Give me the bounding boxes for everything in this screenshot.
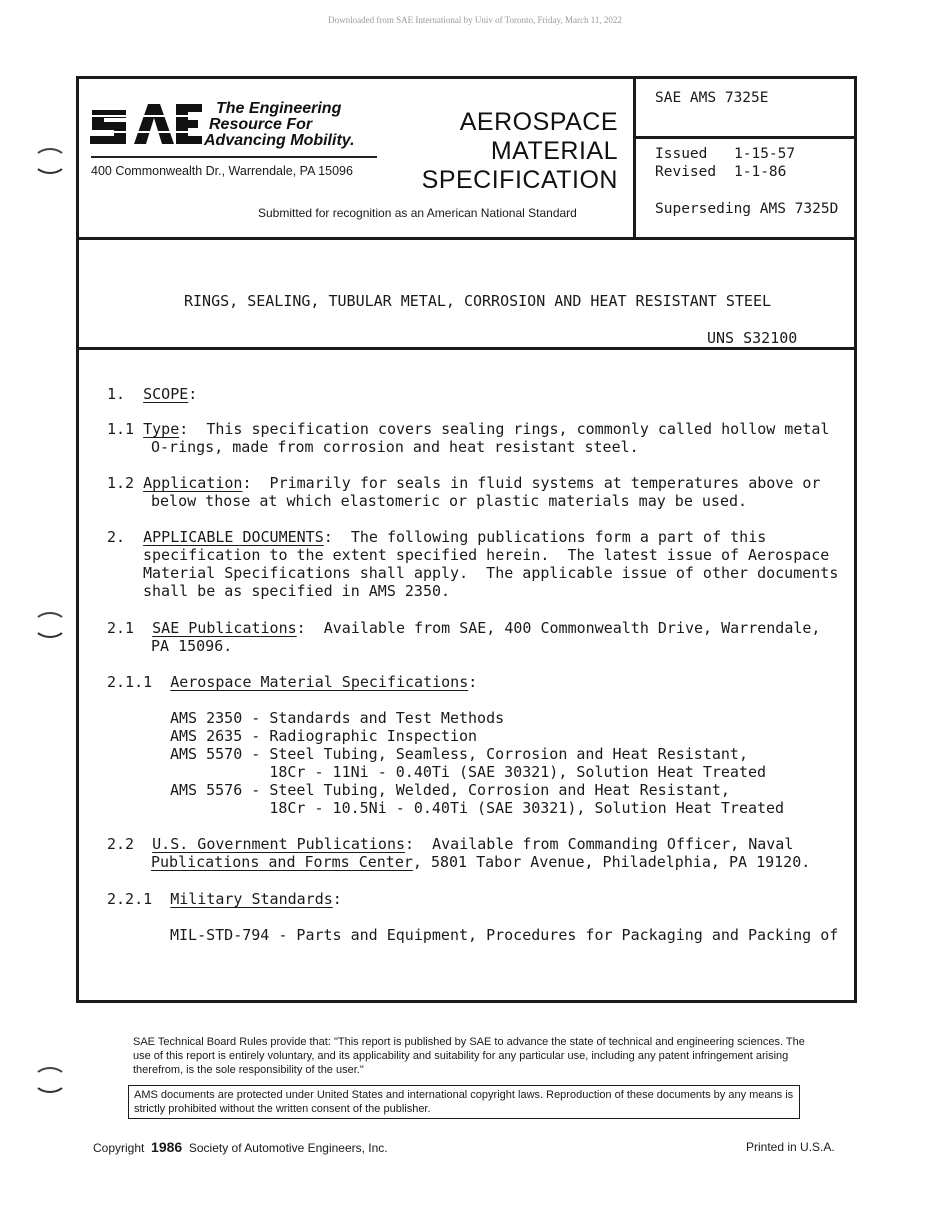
section-heading: U.S. Government Publications <box>152 835 406 853</box>
section-number: 2.2 <box>107 835 135 853</box>
section-number: 2.1.1 <box>107 673 153 691</box>
download-note: Downloaded from SAE International by Univ of Toronto, Friday, March 11, 2022 <box>328 15 622 25</box>
spec-title-line-3: SPECIFICATION <box>421 166 618 194</box>
section-2-2-1 <box>107 890 342 908</box>
superseding: Superseding AMS 7325D <box>655 201 839 217</box>
sae-logo-text: SAE <box>90 100 93 101</box>
logo-tagline-2: Resource For <box>209 116 313 133</box>
section-1-1-line-2: O-rings, made from corrosion and heat resistant steel. <box>151 438 639 456</box>
address-rule <box>91 156 377 158</box>
section-2-2 <box>107 835 793 853</box>
issued-date: 1-15-57 <box>734 146 796 162</box>
printed-in: Printed in U.S.A. <box>746 1140 835 1154</box>
punch-hole-icon <box>33 148 67 174</box>
section-text: : Primarily for seals in fluid systems at temperatures above or <box>242 474 821 492</box>
ams-list-item: AMS 5576 - Steel Tubing, Welded, Corrosion and Heat Resistant, <box>170 781 730 799</box>
section-2-1 <box>107 619 820 637</box>
section-heading: Application <box>143 474 243 492</box>
spec-title-line-2: MATERIAL <box>490 137 618 165</box>
section-colon: : <box>332 890 342 908</box>
section-2-line-3: Material Specifications shall apply. The applicable issue of other documents <box>143 564 839 582</box>
doc-number: SAE AMS 7325E <box>655 90 769 106</box>
spec-title-line-1: AEROSPACE <box>459 108 618 136</box>
section-1 <box>107 385 197 403</box>
title-divider <box>76 347 857 350</box>
issued-label: Issued <box>655 146 708 162</box>
ams-list-item: 18Cr - 11Ni - 0.40Ti (SAE 30321), Solution Heat Treated <box>170 763 767 781</box>
section-2-1-1 <box>107 673 477 691</box>
logo-tagline-3: Advancing Mobility. <box>204 132 355 149</box>
section-text: : The following publications form a part of this <box>323 528 767 546</box>
technical-board-notice: SAE Technical Board Rules provide that: "This report is published by SAE to advance the state of technical and engineering sciences. The use of this report is entirely voluntary, and its applicability and suitability for any particular use, including any patent infringement arising therefrom, is the sole responsibility of the user." <box>133 1036 805 1076</box>
section-number: 2.2.1 <box>107 890 153 908</box>
copyright-org: Society of Automotive Engineers, Inc. <box>188 1141 388 1155</box>
section-number: 2.1 <box>107 619 135 637</box>
punch-hole-icon <box>33 612 67 638</box>
header-divider <box>76 237 857 240</box>
logo-tagline-1: The Engineering <box>216 100 342 117</box>
section-1-1 <box>107 420 829 438</box>
section-heading: SCOPE <box>143 385 189 403</box>
section-heading: APPLICABLE DOCUMENTS <box>143 528 324 546</box>
section-2-line-2: specification to the extent specified herein. The latest issue of Aerospace <box>143 546 830 564</box>
section-number: 1.1 <box>107 420 135 438</box>
section-2-2-line-2 <box>151 853 810 871</box>
mil-std-item: MIL-STD-794 - Parts and Equipment, Procedures for Packaging and Packing of <box>170 926 839 944</box>
revised-label: Revised <box>655 164 717 180</box>
section-2-1-line-2: PA 15096. <box>151 637 233 655</box>
punch-hole-icon <box>33 1067 67 1093</box>
copyright-line <box>93 1139 388 1155</box>
document-title: RINGS, SEALING, TUBULAR METAL, CORROSION AND HEAT RESISTANT STEEL <box>184 292 771 310</box>
section-number: 1. <box>107 385 126 403</box>
ams-list-item: 18Cr - 10.5Ni - 0.40Ti (SAE 30321), Solution Heat Treated <box>170 799 785 817</box>
section-heading: Aerospace Material Specifications <box>170 673 469 691</box>
section-text: : This specification covers sealing rings, commonly called hollow metal <box>179 420 830 438</box>
section-1-2 <box>107 474 820 492</box>
section-text: , 5801 Tabor Avenue, Philadelphia, PA 19120. <box>412 853 811 871</box>
section-text: : Available from Commanding Officer, Naval <box>405 835 794 853</box>
section-number: 1.2 <box>107 474 135 492</box>
section-colon: : <box>188 385 198 403</box>
copyright-notice-box: AMS documents are protected under United States and international copyright laws. Reproduction of these documents by any means is strictly prohibited without the written consent of the publisher. <box>128 1085 800 1119</box>
section-colon: : <box>468 673 478 691</box>
section-text: Publications and Forms Center <box>151 853 413 871</box>
uns-number: UNS S32100 <box>707 329 798 347</box>
publisher-address: 400 Commonwealth Dr., Warrendale, PA 15096 <box>91 164 353 178</box>
section-heading: Military Standards <box>170 890 333 908</box>
ams-list-item: AMS 2350 - Standards and Test Methods <box>170 709 505 727</box>
section-heading: SAE Publications <box>152 619 297 637</box>
doc-number-divider <box>633 136 857 139</box>
copyright-year: 1986 <box>151 1139 183 1155</box>
revised-date: 1-1-86 <box>734 164 787 180</box>
section-number: 2. <box>107 528 126 546</box>
section-2 <box>107 528 766 546</box>
section-text: : Available from SAE, 400 Commonwealth Drive, Warrendale, <box>296 619 821 637</box>
section-1-2-line-2: below those at which elastomeric or plastic materials may be used. <box>151 492 748 510</box>
copyright-label: Copyright <box>93 1141 145 1155</box>
ams-list-item: AMS 5570 - Steel Tubing, Seamless, Corrosion and Heat Resistant, <box>170 745 748 763</box>
ansi-note: Submitted for recognition as an American National Standard <box>258 206 577 220</box>
section-2-line-4: shall be as specified in AMS 2350. <box>143 582 451 600</box>
section-heading: Type <box>143 420 180 438</box>
ams-list-item: AMS 2635 - Radiographic Inspection <box>170 727 478 745</box>
sae-logo <box>90 100 202 146</box>
header-column-divider <box>633 76 636 239</box>
